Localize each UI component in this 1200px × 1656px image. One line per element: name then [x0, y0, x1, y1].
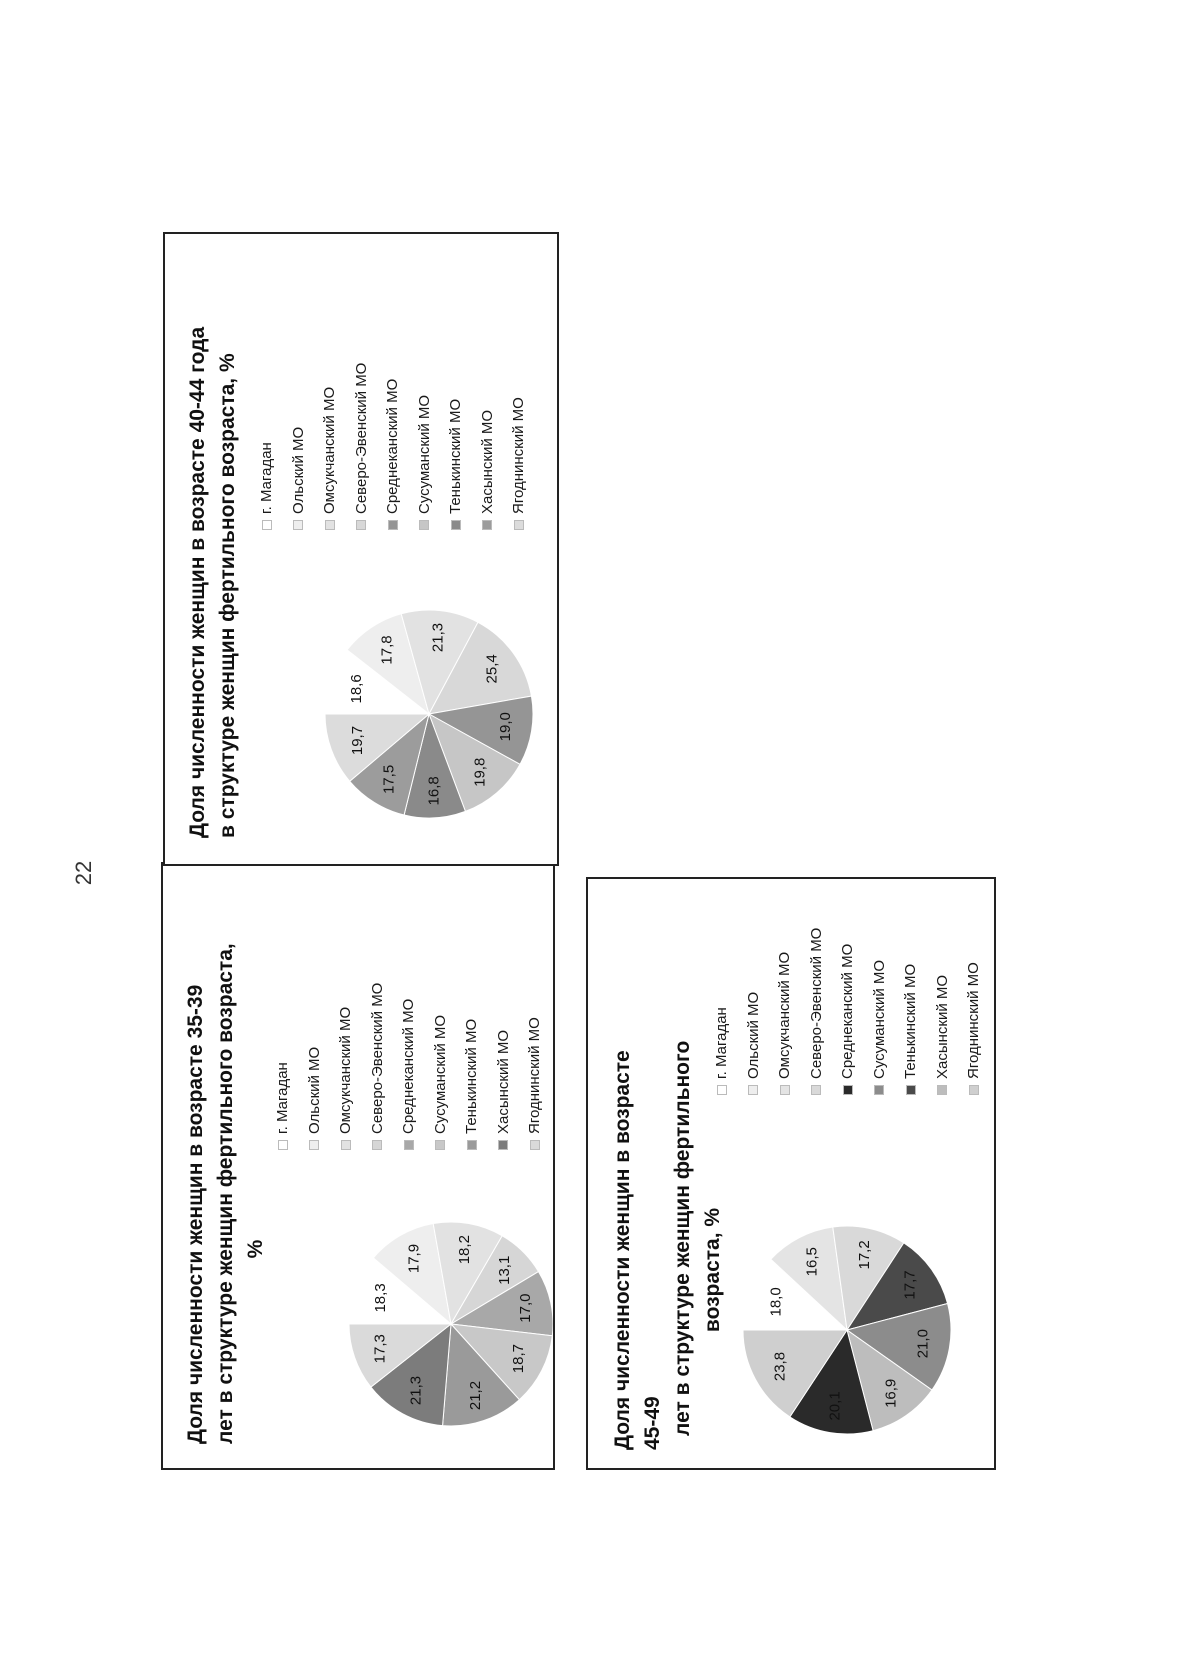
legend-item-ягоднинский-мо — [503, 363, 535, 530]
legend-item-ольский-мо — [299, 983, 331, 1150]
legend-label: Тенькинский МО — [902, 963, 919, 1079]
slice-value-label: 18,2 — [456, 1235, 474, 1265]
legend-item-омсукчанский-мо — [314, 363, 346, 530]
chart-legend — [267, 983, 551, 1150]
legend-label: Среднеканский МО — [400, 998, 417, 1134]
legend-label: Северо-Эвенский МО — [807, 927, 825, 1079]
legend-label: Ольский МО — [305, 1046, 323, 1134]
legend-label: г. Магадан — [713, 1007, 730, 1079]
chart-title: Доля численности женщин в возрасте 45-49 лет в структуре женщин фертильного возраста, % — [611, 1040, 724, 1450]
slice-value-label: 25,4 — [483, 654, 501, 684]
legend-swatch — [451, 520, 461, 530]
legend-swatch — [262, 520, 272, 530]
legend-swatch — [874, 1085, 884, 1095]
legend-item-тенькинский-мо — [440, 363, 472, 530]
legend-label: Северо-Эвенский МО — [368, 982, 386, 1134]
slice-value-label: 18,3 — [372, 1283, 390, 1313]
slice-value-label: 17,8 — [378, 635, 396, 665]
legend-swatch — [514, 520, 524, 530]
slice-value-label: 18,0 — [767, 1287, 785, 1317]
chart-legend — [706, 928, 990, 1095]
legend-swatch — [498, 1140, 508, 1150]
legend-swatch — [372, 1140, 382, 1150]
legend-swatch — [843, 1085, 853, 1095]
legend-label: г. Магадан — [258, 442, 275, 514]
legend-item-ягоднинский-мо — [958, 928, 990, 1095]
legend-item-хасынский-мо — [472, 363, 504, 530]
legend-item-хасынский-мо — [927, 928, 959, 1095]
legend-label: Ягоднинский МО — [510, 397, 527, 514]
legend-item-северо-эвенский-мо — [346, 363, 378, 530]
legend-swatch — [356, 520, 366, 530]
legend-label: Среднеканский МО — [384, 378, 401, 514]
legend-label: г. Магадан — [274, 1062, 291, 1134]
legend-label: Ольский МО — [289, 426, 307, 514]
slice-value-label: 16,9 — [882, 1378, 900, 1408]
legend-label: Хасынский МО — [494, 1029, 512, 1134]
legend-label: Северо-Эвенский МО — [352, 362, 370, 514]
legend-item-сусуманский-мо — [425, 983, 457, 1150]
slice-value-label: 19,0 — [496, 712, 514, 742]
legend-item-омсукчанский-мо — [330, 983, 362, 1150]
legend-label: Ягоднинский МО — [965, 962, 982, 1079]
slice-value-label: 21,3 — [407, 1375, 425, 1406]
legend-item-сусуманский-мо — [409, 363, 441, 530]
legend-item-г-магадан — [251, 363, 283, 530]
legend-swatch — [419, 520, 429, 530]
chart-panel-45-49 — [586, 877, 996, 1470]
legend-swatch — [530, 1140, 540, 1150]
slice-value-label: 17,9 — [405, 1243, 423, 1274]
slice-value-label: 17,7 — [901, 1270, 919, 1300]
slice-value-label: 16,8 — [425, 776, 443, 806]
legend-swatch — [278, 1140, 288, 1150]
chart-panel-40-44 — [163, 232, 559, 866]
legend-label: Омсукчанский МО — [776, 951, 793, 1079]
legend-swatch — [309, 1140, 319, 1150]
slice-value-label: 17,5 — [380, 764, 398, 795]
legend-swatch — [906, 1085, 916, 1095]
slice-value-label: 21,0 — [914, 1329, 932, 1359]
legend-swatch — [482, 520, 492, 530]
legend-item-ягоднинский-мо — [519, 983, 551, 1150]
legend-swatch — [341, 1140, 351, 1150]
legend-item-сусуманский-мо — [864, 928, 896, 1095]
legend-label: Сусуманский МО — [870, 959, 888, 1079]
legend-label: Хасынский МО — [478, 409, 496, 514]
chart-title: Доля численности женщин в возрасте 35-39 лет в структуре женщин фертильного возраста, % — [184, 943, 267, 1444]
legend-item-северо-эвенский-мо — [801, 928, 833, 1095]
pie-chart — [163, 864, 553, 1468]
legend-label: Среднеканский МО — [839, 943, 856, 1079]
legend-item-хасынский-мо — [488, 983, 520, 1150]
legend-swatch — [780, 1085, 790, 1095]
slice-value-label: 17,3 — [371, 1334, 389, 1364]
legend-label: Ягоднинский МО — [526, 1017, 543, 1134]
slice-value-label: 18,7 — [510, 1343, 528, 1374]
legend-item-ольский-мо — [738, 928, 770, 1095]
slice-value-label: 21,3 — [429, 622, 447, 653]
legend-swatch — [969, 1085, 979, 1095]
slice-value-label: 19,8 — [471, 757, 489, 787]
legend-item-северо-эвенский-мо — [362, 983, 394, 1150]
legend-swatch — [388, 520, 398, 530]
chart-title: Доля численности женщин в возрасте 40-44 года в структуре женщин фертильного возраста, % — [186, 326, 239, 838]
legend-label: Хасынский МО — [933, 974, 951, 1079]
legend-item-г-магадан — [267, 983, 299, 1150]
slice-value-label: 20,1 — [826, 1391, 844, 1421]
legend-swatch — [404, 1140, 414, 1150]
slice-value-label: 17,0 — [516, 1293, 534, 1323]
legend-item-тенькинский-мо — [895, 928, 927, 1095]
slice-value-label: 21,2 — [467, 1380, 485, 1411]
legend-swatch — [937, 1085, 947, 1095]
legend-item-г-магадан — [706, 928, 738, 1095]
chart-legend — [251, 363, 535, 530]
legend-item-тенькинский-мо — [456, 983, 488, 1150]
legend-swatch — [717, 1085, 727, 1095]
legend-label: Ольский МО — [744, 991, 762, 1079]
slice-value-label: 17,2 — [855, 1240, 873, 1270]
legend-item-омсукчанский-мо — [769, 928, 801, 1095]
legend-item-среднеканский-мо — [377, 363, 409, 530]
legend-swatch — [325, 520, 335, 530]
legend-item-среднеканский-мо — [393, 983, 425, 1150]
page-number: 22 — [71, 860, 97, 886]
legend-label: Тенькинский МО — [463, 1018, 480, 1134]
legend-label: Сусуманский МО — [431, 1014, 449, 1134]
legend-item-среднеканский-мо — [832, 928, 864, 1095]
legend-swatch — [467, 1140, 477, 1150]
slice-value-label: 13,1 — [496, 1255, 514, 1285]
legend-label: Омсукчанский МО — [337, 1006, 354, 1134]
slice-value-label: 16,5 — [803, 1247, 821, 1277]
chart-panel-35-39 — [161, 862, 555, 1470]
legend-label: Сусуманский МО — [415, 394, 433, 514]
slice-value-label: 18,6 — [348, 674, 366, 704]
legend-swatch — [293, 520, 303, 530]
legend-item-ольский-мо — [283, 363, 315, 530]
pie-chart — [165, 234, 557, 864]
legend-label: Омсукчанский МО — [321, 386, 338, 514]
slice-value-label: 23,8 — [771, 1351, 789, 1382]
slice-value-label: 19,7 — [348, 725, 366, 756]
legend-label: Тенькинский МО — [447, 398, 464, 514]
legend-swatch — [811, 1085, 821, 1095]
legend-swatch — [748, 1085, 758, 1095]
legend-swatch — [435, 1140, 445, 1150]
